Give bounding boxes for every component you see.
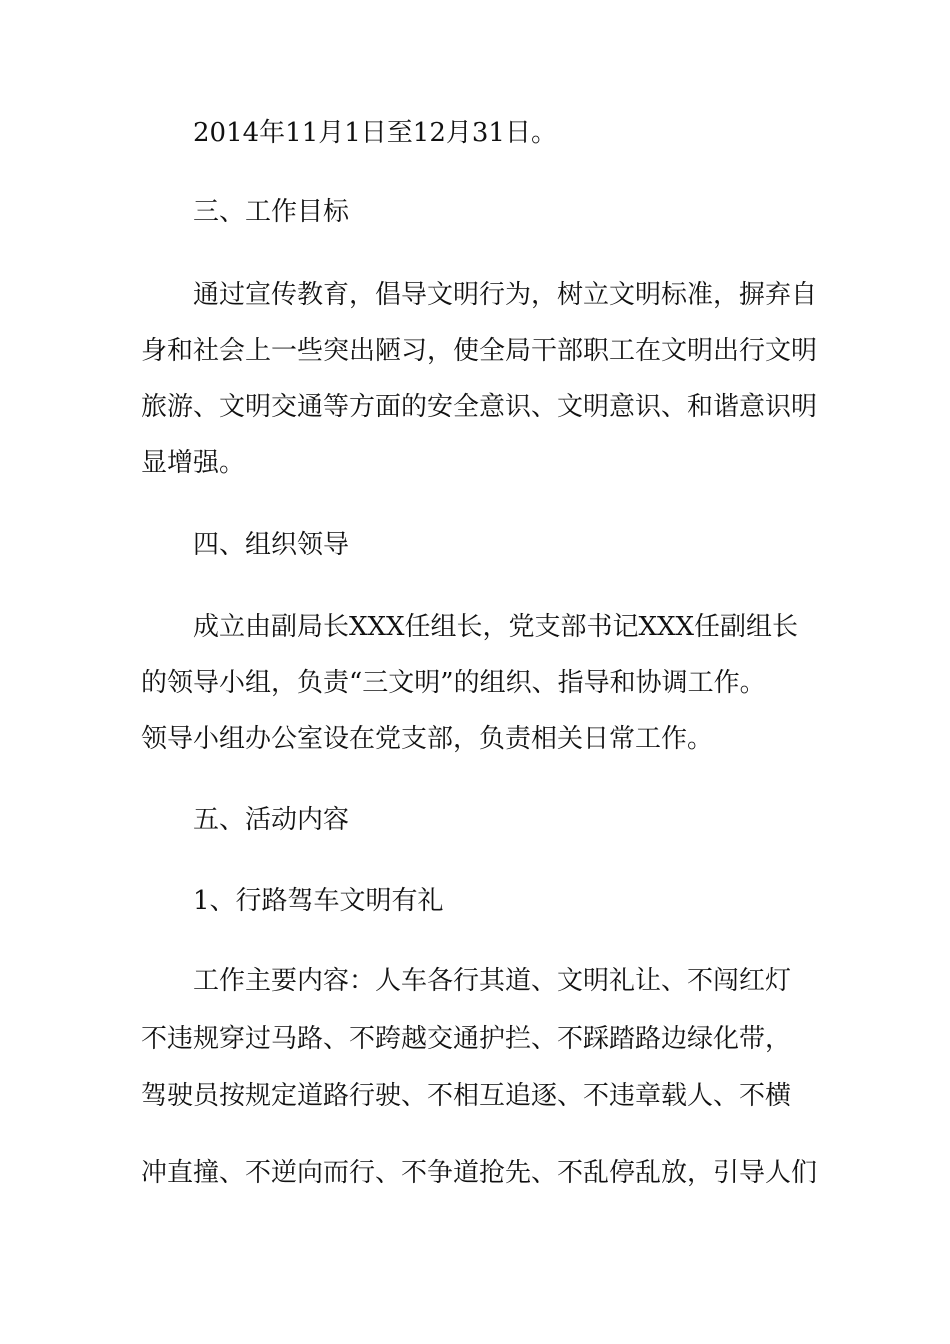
period-dates-line: 2014年11月1日至12月31日。	[193, 118, 557, 148]
paragraph-line: 不违规穿过马路、不跨越交通护拦、不踩踏路边绿化带，	[141, 1024, 792, 1054]
section-heading-activities: 五、活动内容	[193, 805, 350, 835]
paragraph-line: 驾驶员按规定道路行驶、不相互追逐、不违章载人、不横	[141, 1081, 792, 1111]
paragraph-line: 冲直撞、不逆向而行、不争道抢先、不乱停乱放，引导人们	[141, 1158, 818, 1188]
paragraph-line: 通过宣传教育，倡导文明行为，树立文明标准，摒弃自	[193, 280, 818, 310]
paragraph-line: 显增强。	[141, 448, 246, 478]
section-heading-work-goals: 三、工作目标	[193, 197, 350, 227]
section-heading-organization: 四、组织领导	[193, 530, 350, 560]
paragraph-line: 旅游、文明交通等方面的安全意识、文明意识、和谐意识明	[141, 392, 818, 422]
subsection-heading: 1、行路驾车文明有礼	[193, 886, 444, 916]
paragraph-line: 成立由副局长XXX任组长，党支部书记XXX任副组长	[193, 612, 799, 642]
paragraph-line: 工作主要内容：人车各行其道、文明礼让、不闯红灯	[193, 966, 792, 996]
paragraph-line: 的领导小组，负责“三文明”的组织、指导和协调工作。	[141, 668, 766, 698]
paragraph-line: 身和社会上一些突出陋习，使全局干部职工在文明出行文明	[141, 336, 818, 366]
paragraph-line: 领导小组办公室设在党支部，负责相关日常工作。	[141, 724, 714, 754]
